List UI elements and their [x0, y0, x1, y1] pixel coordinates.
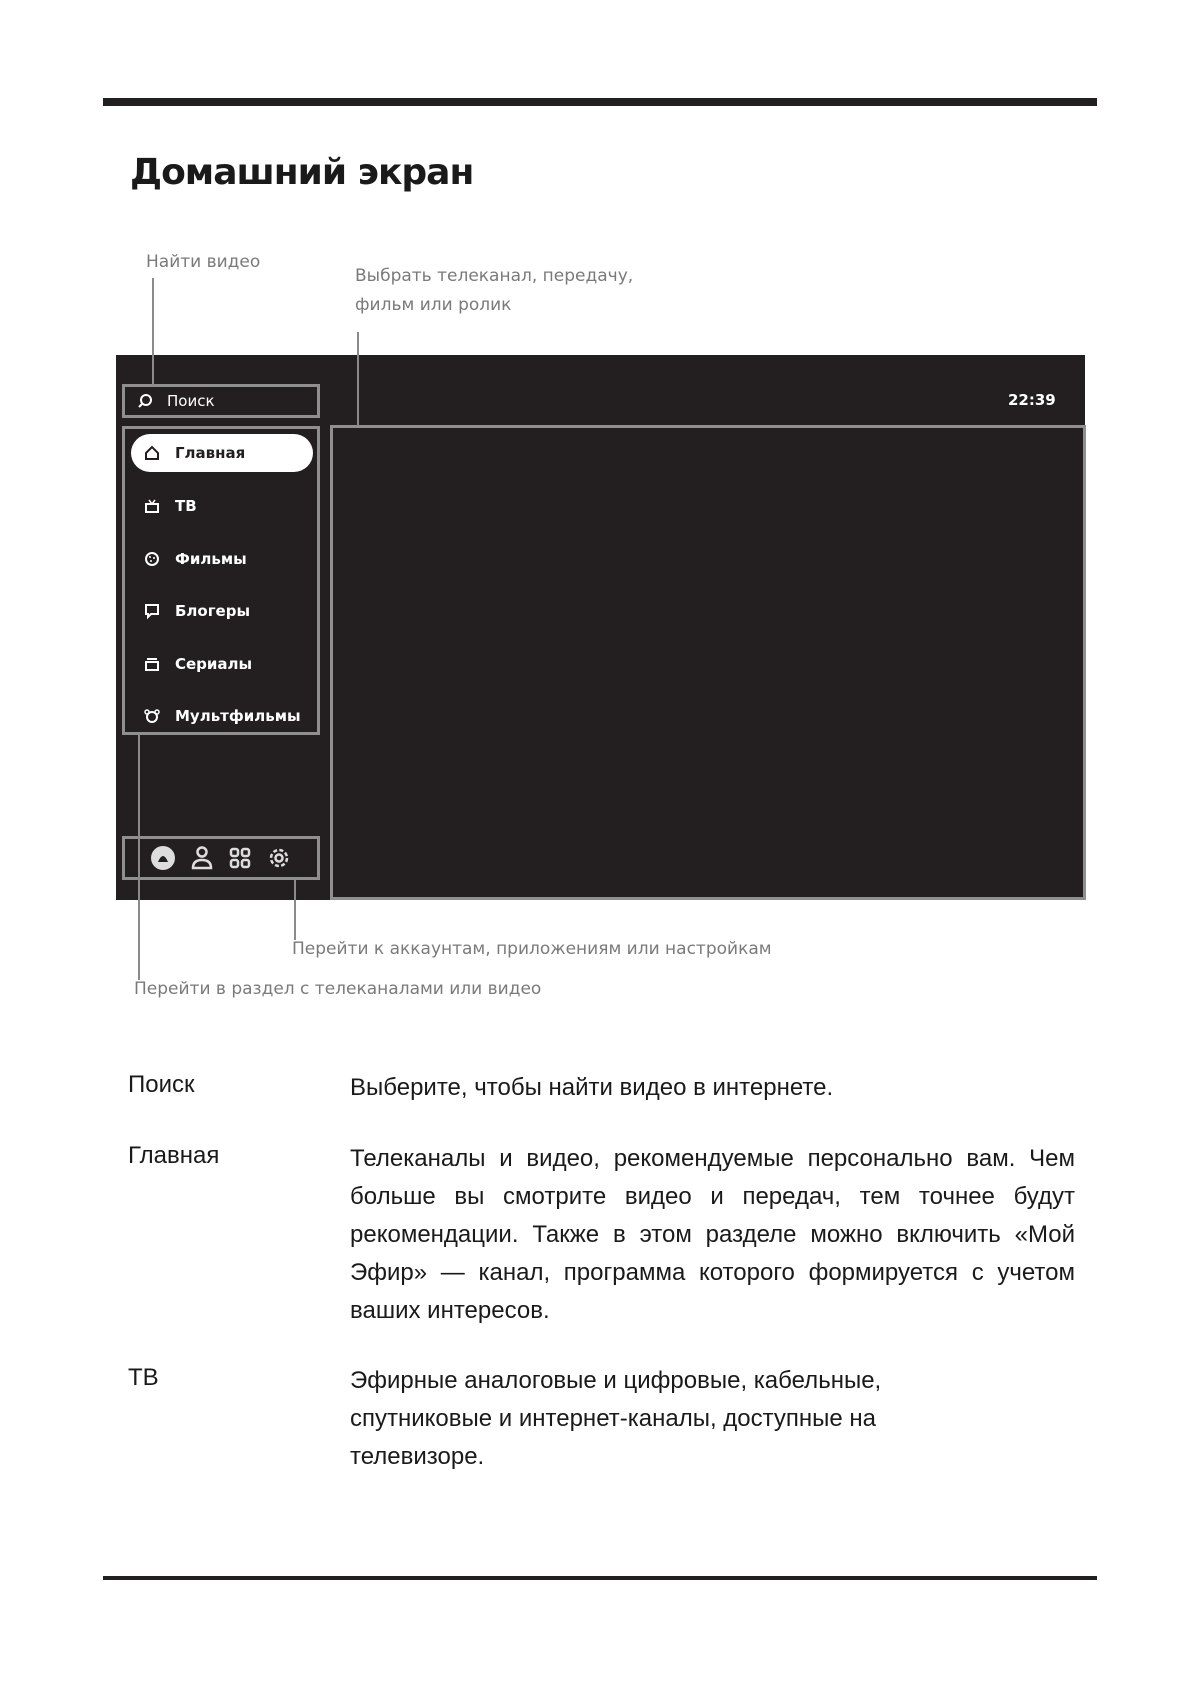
nav-item-series[interactable] — [131, 645, 313, 683]
callout-accounts: Перейти к аккаунтам, приложениям или настройкам — [292, 939, 772, 959]
term-tv: ТВ — [128, 1364, 159, 1391]
callout-find-video: Найти видео — [146, 252, 261, 272]
leader-line-icons — [294, 880, 296, 940]
alice-icon[interactable] — [150, 845, 176, 871]
callout-choose-line1: Выбрать телеканал, передачу, — [355, 266, 634, 286]
term-search: Поиск — [128, 1071, 195, 1098]
film-reel-icon — [143, 550, 161, 568]
nav-label: Фильмы — [175, 550, 247, 568]
bottom-rule — [103, 1576, 1097, 1580]
leader-line-search — [152, 278, 154, 385]
bottom-icon-bar — [122, 836, 320, 880]
nav-panel — [122, 426, 320, 735]
chat-icon — [143, 602, 161, 620]
nav-item-cartoons[interactable] — [131, 697, 313, 735]
desc-search: Выберите, чтобы найти видео в интернете. — [350, 1074, 834, 1101]
leader-line-preview — [357, 332, 359, 426]
desc-home: Телеканалы и видео, рекомендуемые персонально вам. Чем больше вы смотрите видео и передач, тем точнее будут рекомендации. Также в этом разделе можно включить «Мой Эфир» — канал, программа которого формируется с учетом ваших интересов. — [350, 1145, 1075, 1324]
callout-sections: Перейти в раздел с телеканалами или видео — [134, 979, 542, 999]
nav-label: Сериалы — [175, 655, 253, 673]
apps-grid-icon[interactable] — [228, 846, 252, 870]
leader-line-nav — [138, 735, 140, 980]
nav-item-films[interactable] — [131, 540, 313, 578]
user-icon[interactable] — [190, 845, 214, 871]
content-preview-area[interactable] — [330, 425, 1086, 900]
nav-label: Главная — [175, 444, 246, 462]
callout-choose-line2: фильм или ролик — [355, 295, 512, 315]
nav-item-home[interactable] — [131, 434, 313, 472]
search-icon — [137, 393, 153, 409]
nav-label: Блогеры — [175, 602, 251, 620]
nav-label: Мультфильмы — [175, 707, 301, 725]
nav-item-tv[interactable] — [131, 487, 313, 525]
term-home: Главная — [128, 1142, 220, 1169]
series-icon — [143, 655, 161, 673]
page-title: Домашний экран — [130, 152, 474, 193]
search-box[interactable] — [122, 384, 320, 418]
clock: 22:39 — [1008, 391, 1056, 409]
top-rule — [103, 98, 1097, 106]
nav-label: ТВ — [175, 497, 197, 515]
settings-gear-icon[interactable] — [266, 845, 292, 871]
search-label: Поиск — [167, 392, 215, 410]
bear-icon — [143, 707, 161, 725]
desc-tv: Эфирные аналоговые и цифровые, кабельные, спутниковые и интернет-каналы, доступные на телевизоре. — [350, 1367, 882, 1470]
tv-icon — [143, 497, 161, 515]
nav-item-bloggers[interactable] — [131, 592, 313, 630]
home-icon — [143, 444, 161, 462]
